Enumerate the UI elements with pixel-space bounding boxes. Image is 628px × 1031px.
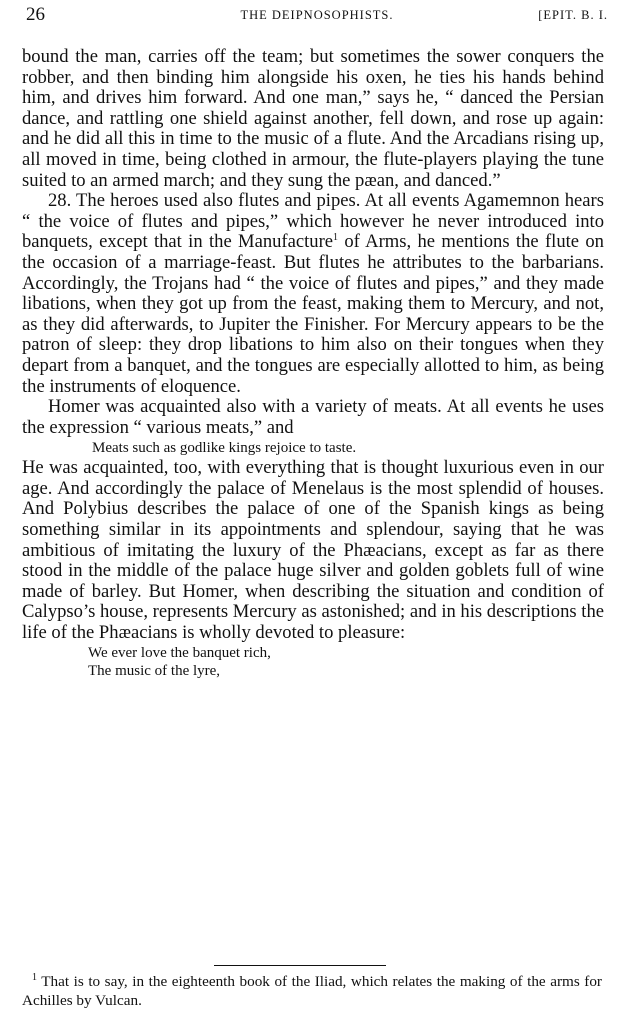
footnote-divider <box>214 965 386 966</box>
main-text <box>22 47 604 680</box>
footnote-text: That is to say, in the eighteenth book of the Iliad, which relates the making of the arms for Achilles by Vulcan. <box>22 973 602 1009</box>
running-title: THE DEIPNOSOPHISTS. <box>240 8 394 22</box>
footnote-marker: 1 <box>32 971 37 983</box>
verse-quote-meats: Meats such as godlike kings rejoice to taste. <box>92 440 357 457</box>
paragraph-meats: Homer was acquainted also with a variety of meats. At all events he uses the expression “ various meats,” and <box>22 396 604 438</box>
section-reference: [EPIT. B. I. <box>538 8 608 22</box>
footnote <box>22 972 602 1010</box>
verse-line-lyre: The music of the lyre, <box>88 662 221 679</box>
paragraph-arcadians: bound the man, carries off the team; but sometimes the sower conquers the robber, and then binding him alongside his oxen, he ties his hands behind him, and drives him forward. And one man,” says he, “ danced the Persian dance, and rattling one shield against another, fell down, and rose up again: and he did all this in time to the music of a flute. And the Arcadians rising up, all moved in time, being clothed in armour, the flute-players playing the tune suited to an armed march; and they sung the pæan, and danced.” <box>22 46 604 191</box>
paragraph-flutes-part1: 28. The heroes used also flutes and pipes. At all events Agamemnon hears “ the voice of flutes and pipes,” which however he never introduced into banquets, except that in the Manufacture <box>22 190 604 253</box>
page-number: 26 <box>26 4 45 25</box>
running-header <box>26 4 608 30</box>
paragraph-flutes <box>22 191 604 397</box>
paragraph-luxury: He was acquainted, too, with everything that is thought luxurious even in our age. And accordingly the palace of Menelaus is the most splendid of houses. And Polybius describes the palace of one of the Spanish kings as being something similar in its appointments and splendour, saying that he was ambitious of imitating the luxury of the Phæacians, except as far as there stood in the middle of the palace huge silver and golden goblets full of wine made of barley. But Homer, when describing the situation and condition of Calypso’s house, represents Mercury as astonished; and in his descriptions the life of the Phæacians is wholly devoted to pleasure: <box>22 457 604 644</box>
paragraph-flutes-part2: of Arms, he mentions the flute on the occasion of a marriage-feast. But flutes he attributes to the barbarians. Accordingly, the Trojans had “ the voice of flutes and pipes,” and they made libations, when they got up from the feast, making them to Mercury, and not, as they did afterwards, to Jupiter the Finisher. For Mercury appears to be the patron of sleep: they drop libations to him also on their tongues when they depart from a banquet, and the tongues are especially allotted to him, as being the instruments of eloquence. <box>22 231 604 397</box>
verse-line-banquet: We ever love the banquet rich, <box>88 644 271 661</box>
footnote-reference: 1 <box>333 232 339 244</box>
